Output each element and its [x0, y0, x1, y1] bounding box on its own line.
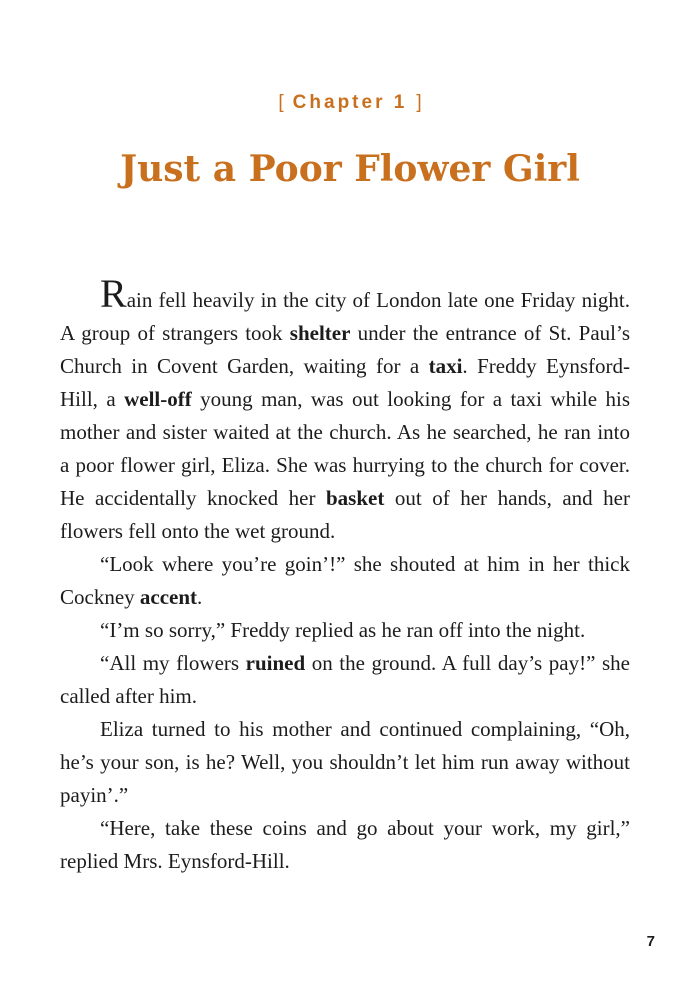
text-segment: out of her hands, and her flowers fell onto the wet ground.	[60, 486, 630, 543]
chapter-label-text: Chapter 1	[292, 92, 408, 113]
text-segment: .	[197, 585, 203, 609]
chapter-label	[0, 92, 700, 114]
vocabulary-word: taxi	[428, 354, 463, 378]
text-segment: Eliza turned to his mother and continued complaining, “Oh, he’s your son, is he? Well, you shouldn’t let him run away without payin’.”	[60, 717, 630, 807]
text-segment: “Look where you’re goin’!” she shouted at him in her thick Cockney	[60, 552, 630, 609]
paragraph	[60, 614, 630, 647]
paragraph	[60, 812, 630, 878]
paragraph	[60, 271, 630, 548]
page-number: 7	[646, 933, 655, 950]
text-segment: “I’m so sorry,” Freddy replied as he ran off into the night.	[100, 618, 586, 642]
chapter-bracket-left: [	[278, 92, 284, 113]
vocabulary-word: basket	[325, 486, 385, 510]
text-segment: “All my flowers	[100, 651, 246, 675]
vocabulary-word: accent	[139, 585, 198, 609]
paragraph	[60, 647, 630, 713]
chapter-title: Just a Poor Flower Girl	[120, 148, 580, 190]
vocabulary-word: shelter	[289, 321, 351, 345]
text-segment: on the ground. A full day’s pay!” she called after him.	[60, 651, 630, 708]
chapter-bracket-right: ]	[416, 92, 422, 113]
text-segment: ain fell heavily in the city of London late one Friday night. A group of strangers took	[60, 288, 630, 345]
vocabulary-word: ruined	[245, 651, 306, 675]
body-text	[60, 271, 630, 878]
text-segment: “Here, take these coins and go about your work, my girl,” replied Mrs. Eynsford-Hill.	[60, 816, 630, 873]
text-segment: . Freddy Eynsford-Hill, a	[60, 354, 630, 411]
raised-initial-cap: R	[100, 271, 127, 316]
vocabulary-word: well-off	[124, 387, 192, 411]
paragraph	[60, 713, 630, 812]
text-segment: young man, was out looking for a taxi while his mother and sister waited at the church. As he searched, he ran into a poor flower girl, Eliza. She was hurrying to the church for cover. He accidentally knocked her	[60, 387, 630, 510]
text-segment: under the entrance of St. Paul’s Church in Covent Garden, waiting for a	[60, 321, 630, 378]
paragraph	[60, 548, 630, 614]
